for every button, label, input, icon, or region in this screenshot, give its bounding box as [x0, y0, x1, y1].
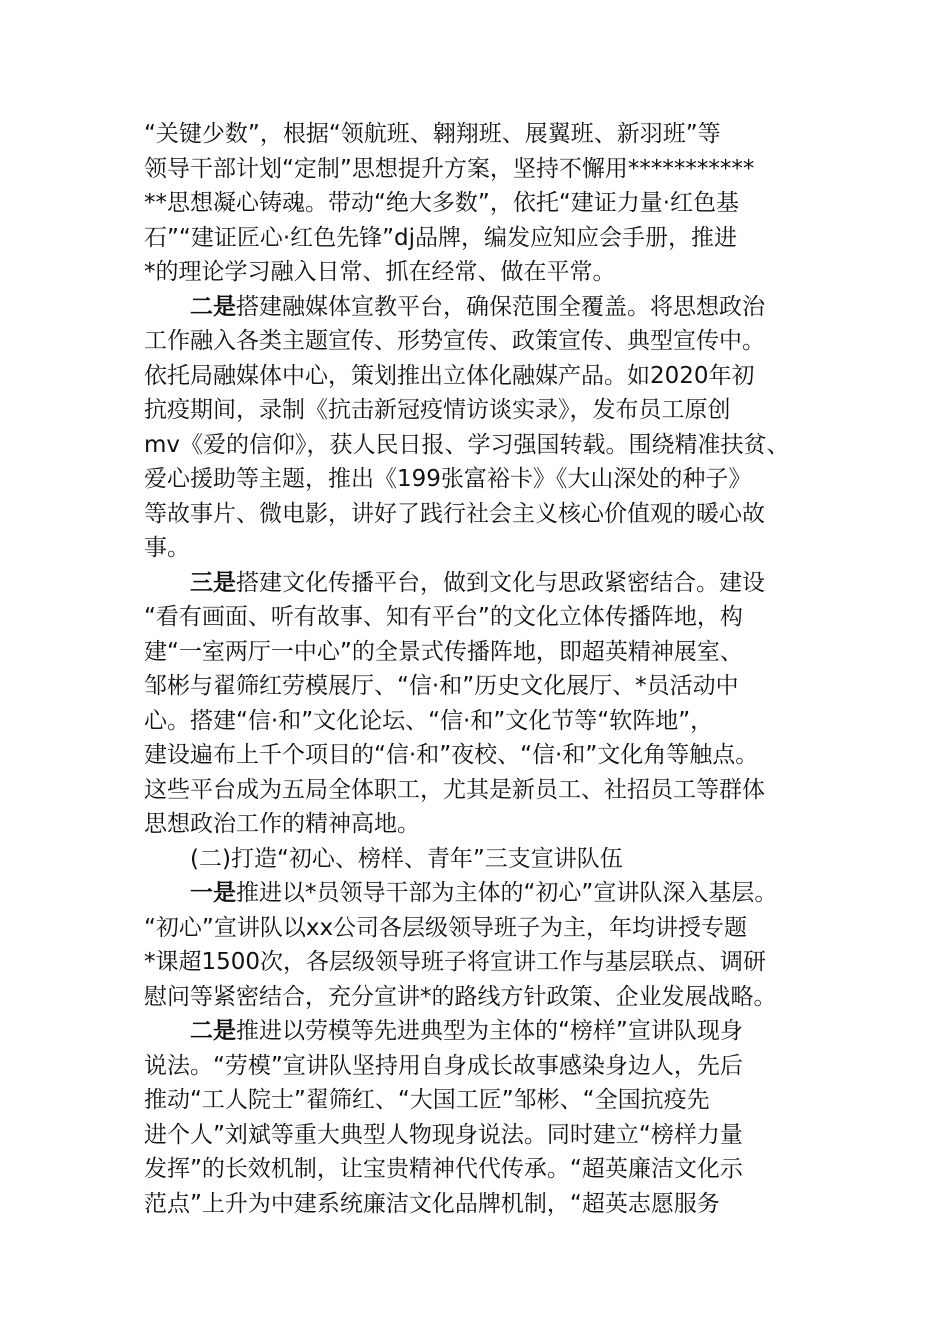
text-line: 慰问等紧密结合，充分宣讲*的路线方针政策、企业发展战略。 [144, 983, 777, 1010]
text-line: 建设遍布上千个项目的“信·和”夜校、“信·和”文化角等触点。 [144, 742, 759, 768]
text-line [144, 1014, 824, 1049]
text-line: 领导干部计划“定制”思想提升方案，坚持不懈用*********** [144, 155, 755, 182]
paragraph-lead: 二是 [190, 1018, 236, 1044]
text-line: 依托局融媒体中心，策划推出立体化融媒产品。如2020年初 [144, 362, 755, 389]
text-line: 推动“工人院士”翟筛红、“大国工匠”邹彬、“全国抗疫先 [144, 1087, 710, 1113]
text-line: 事。 [144, 535, 190, 561]
text-line [144, 566, 824, 601]
text-line: 工作融入各类主题宣传、形势宣传、政策宣传、典型宣传中。 [144, 328, 765, 354]
text-line: 发挥”的长效机制，让宝贵精神代代传承。“超英廉洁文化示 [144, 1156, 743, 1182]
paragraph-lead: 三是 [190, 569, 236, 596]
text-span: 搭建融媒体宣教平台，确保范围全覆盖。将思想政治 [236, 293, 765, 320]
text-span: 搭建文化传播平台，做到文化与思政紧密结合。建设 [236, 569, 765, 596]
text-line: 这些平台成为五局全体职工，尤其是新员工、社招员工等群体 [144, 776, 765, 803]
text-line: 思想政治工作的精神高地。 [144, 811, 420, 837]
text-line: 范点”上升为中建系统廉洁文化品牌机制，“超英志愿服务 [144, 1190, 720, 1217]
text-line: 建“一室两厅一中心”的全景式传播阵地，即超英精神展室、 [144, 638, 743, 665]
text-line: 心。搭建“信·和”文化论坛、“信·和”文化节等“软阵地”， [144, 707, 714, 734]
text-line: 石”“建证匠心·红色先锋”dj品牌，编发应知应会手册，推进 [144, 224, 738, 251]
text-line: 进个人”刘斌等重大典型人物现身说法。同时建立“榜样力量 [144, 1121, 743, 1148]
paragraph-4 [144, 876, 824, 1014]
paragraph-lead: 二是 [190, 293, 236, 320]
text-line: “看有画面、听有故事、知有平台”的文化立体传播阵地，构 [144, 604, 743, 630]
paragraph-2 [144, 290, 824, 566]
section-heading: (二)打造“初心、榜样、青年”三支宣讲队伍 [190, 845, 623, 872]
text-line: **思想凝心铸魂。带动“绝大多数”，依托“建证力量·红色基 [144, 190, 740, 216]
text-line: 爱心援助等主题，推出《199张富裕卡》《大山深处的种子》 [144, 466, 752, 492]
document-body [144, 117, 824, 1221]
paragraph-1 [144, 117, 824, 290]
text-line: “初心”宣讲队以xx公司各层级领导班子为主，年均讲授专题 [144, 914, 748, 941]
text-line: 抗疫期间，录制《抗击新冠疫情访谈实录》，发布员工原创 [144, 397, 731, 423]
text-line: 说法。“劳模”宣讲队坚持用自身成长故事感染身边人，先后 [144, 1052, 743, 1079]
text-line [144, 876, 824, 911]
text-span: 推进以劳模等先进典型为主体的“榜样”宣讲队现身 [236, 1018, 743, 1044]
text-line: 等故事片、微电影，讲好了践行社会主义核心价值观的暖心故 [144, 500, 765, 527]
text-line: “关键少数”，根据“领航班、翱翔班、展翼班、新羽班”等 [144, 121, 721, 147]
paragraph-3 [144, 566, 824, 842]
text-span: 推进以*员领导干部为主体的“初心”宣讲队深入基层。 [236, 880, 778, 906]
text-line: *课超1500次，各层级领导班子将宣讲工作与基层联点、调研 [144, 949, 767, 975]
text-line: 邹彬与翟筛红劳模展厅、“信·和”历史文化展厅、*员活动中 [144, 673, 739, 699]
paragraph-lead: 一是 [190, 880, 236, 906]
paragraph-5 [144, 1014, 824, 1221]
text-line: *的理论学习融入日常、抓在经常、做在平常。 [144, 259, 616, 285]
text-line [144, 290, 824, 325]
text-line: mv《爱的信仰》，获人民日报、学习强国转载。围绕精准扶贫、 [144, 431, 790, 458]
